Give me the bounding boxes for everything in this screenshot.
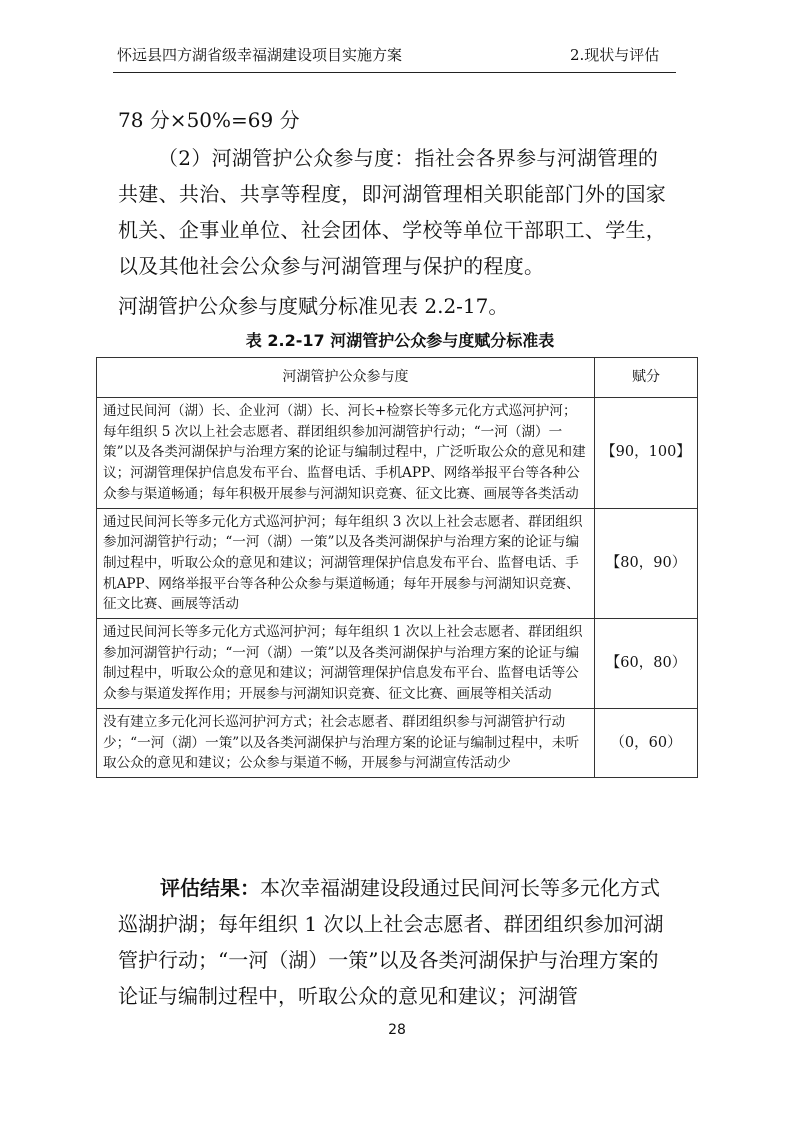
table-caption: 表 2.2-17 河湖管护公众参与度赋分标准表 — [245, 331, 555, 350]
row-description: 没有建立多元化河长巡河护河方式；社会志愿者、群团组织参与河湖管护行动少；“一河（湖）一策”以及各类河湖保护与治理方案的论证与编制过程中，未听取公众的意见和建议；公众参与渠道不畅，开展参与河湖宣传活动少 — [97, 708, 595, 777]
evaluation-result-label: 评估结果： — [160, 876, 260, 900]
row-score: （0，60） — [595, 708, 698, 777]
scoring-standard-table — [96, 357, 698, 778]
row-score: 【80，90） — [595, 508, 698, 619]
row-description: 通过民间河（湖）长、企业河（湖）长、河长+检察长等多元化方式巡河护河；每年组织 5 次以上社会志愿者、群团组织参加河湖管护行动；“一河（湖）一策”以及各类河湖保护与治理方案的论证与编制过程中，广泛听取公众的意见和建议；河湖管理保护信息发布平台、监督电话、手机APP、网络举报平台等各种公众参与渠道畅通；每年积极开展参与河湖知识竞赛、征文比赛、画展等各类活动 — [97, 398, 595, 509]
row-score: 【60，80） — [595, 619, 698, 709]
paragraph-public-participation-definition: （2）河湖管护公众参与度：指社会各界参与河湖管理的共建、共治、共享等程度，即河湖管理相关职能部门外的国家机关、企事业单位、社会团体、学校等单位干部职工、学生，以及其他社会公众参与河湖管理与保护的程度。 — [118, 146, 667, 278]
table-row — [97, 619, 698, 709]
document-header-section: 2.现状与评估 — [570, 46, 660, 64]
table-row — [97, 398, 698, 509]
evaluation-result-paragraph — [118, 870, 678, 1014]
table-row — [97, 508, 698, 619]
row-description: 通过民间河长等多元化方式巡河护河；每年组织 3 次以上社会志愿者、群团组织参加河湖管护行动；“一河（湖）一策”以及各类河湖保护与治理方案的论证与编制过程中，听取公众的意见和建议；河湖管理保护信息发布平台、监督电话、手机APP、网络举报平台等各种公众参与渠道畅通；每年开展参与河湖知识竞赛、征文比赛、画展等活动 — [97, 508, 595, 619]
header-divider — [113, 72, 676, 73]
document-header-title: 怀远县四方湖省级幸福湖建设项目实施方案 — [117, 46, 403, 64]
table-row — [97, 708, 698, 777]
column-header-score: 赋分 — [595, 358, 698, 398]
score-formula: 78 分×50%=69 分 — [118, 108, 300, 132]
row-description: 通过民间河长等多元化方式巡河护河；每年组织 1 次以上社会志愿者、群团组织参加河湖管护行动；“一河（湖）一策”以及各类河湖保护与治理方案的论证与编制过程中，听取公众的意见和建议；河湖管理保护信息发布平台、监督电话等公众参与渠道发挥作用；开展参与河湖知识竞赛、征文比赛、画展等相关活动 — [97, 619, 595, 709]
row-score: 【90，100】 — [595, 398, 698, 509]
paragraph-table-reference: 河湖管护公众参与度赋分标准见表 2.2-17。 — [118, 294, 509, 318]
table-header-row — [97, 358, 698, 398]
page-number: 28 — [388, 1022, 406, 1038]
evaluation-result-text: 本次幸福湖建设段通过民间河长等多元化方式巡湖护湖；每年组织 1 次以上社会志愿者、群团组织参加河湖管护行动；“一河（湖）一策”以及各类河湖保护与治理方案的论证与编制过程中，听取公众的意见和建议；河湖管 — [118, 876, 664, 1008]
column-header-participation: 河湖管护公众参与度 — [97, 358, 595, 398]
